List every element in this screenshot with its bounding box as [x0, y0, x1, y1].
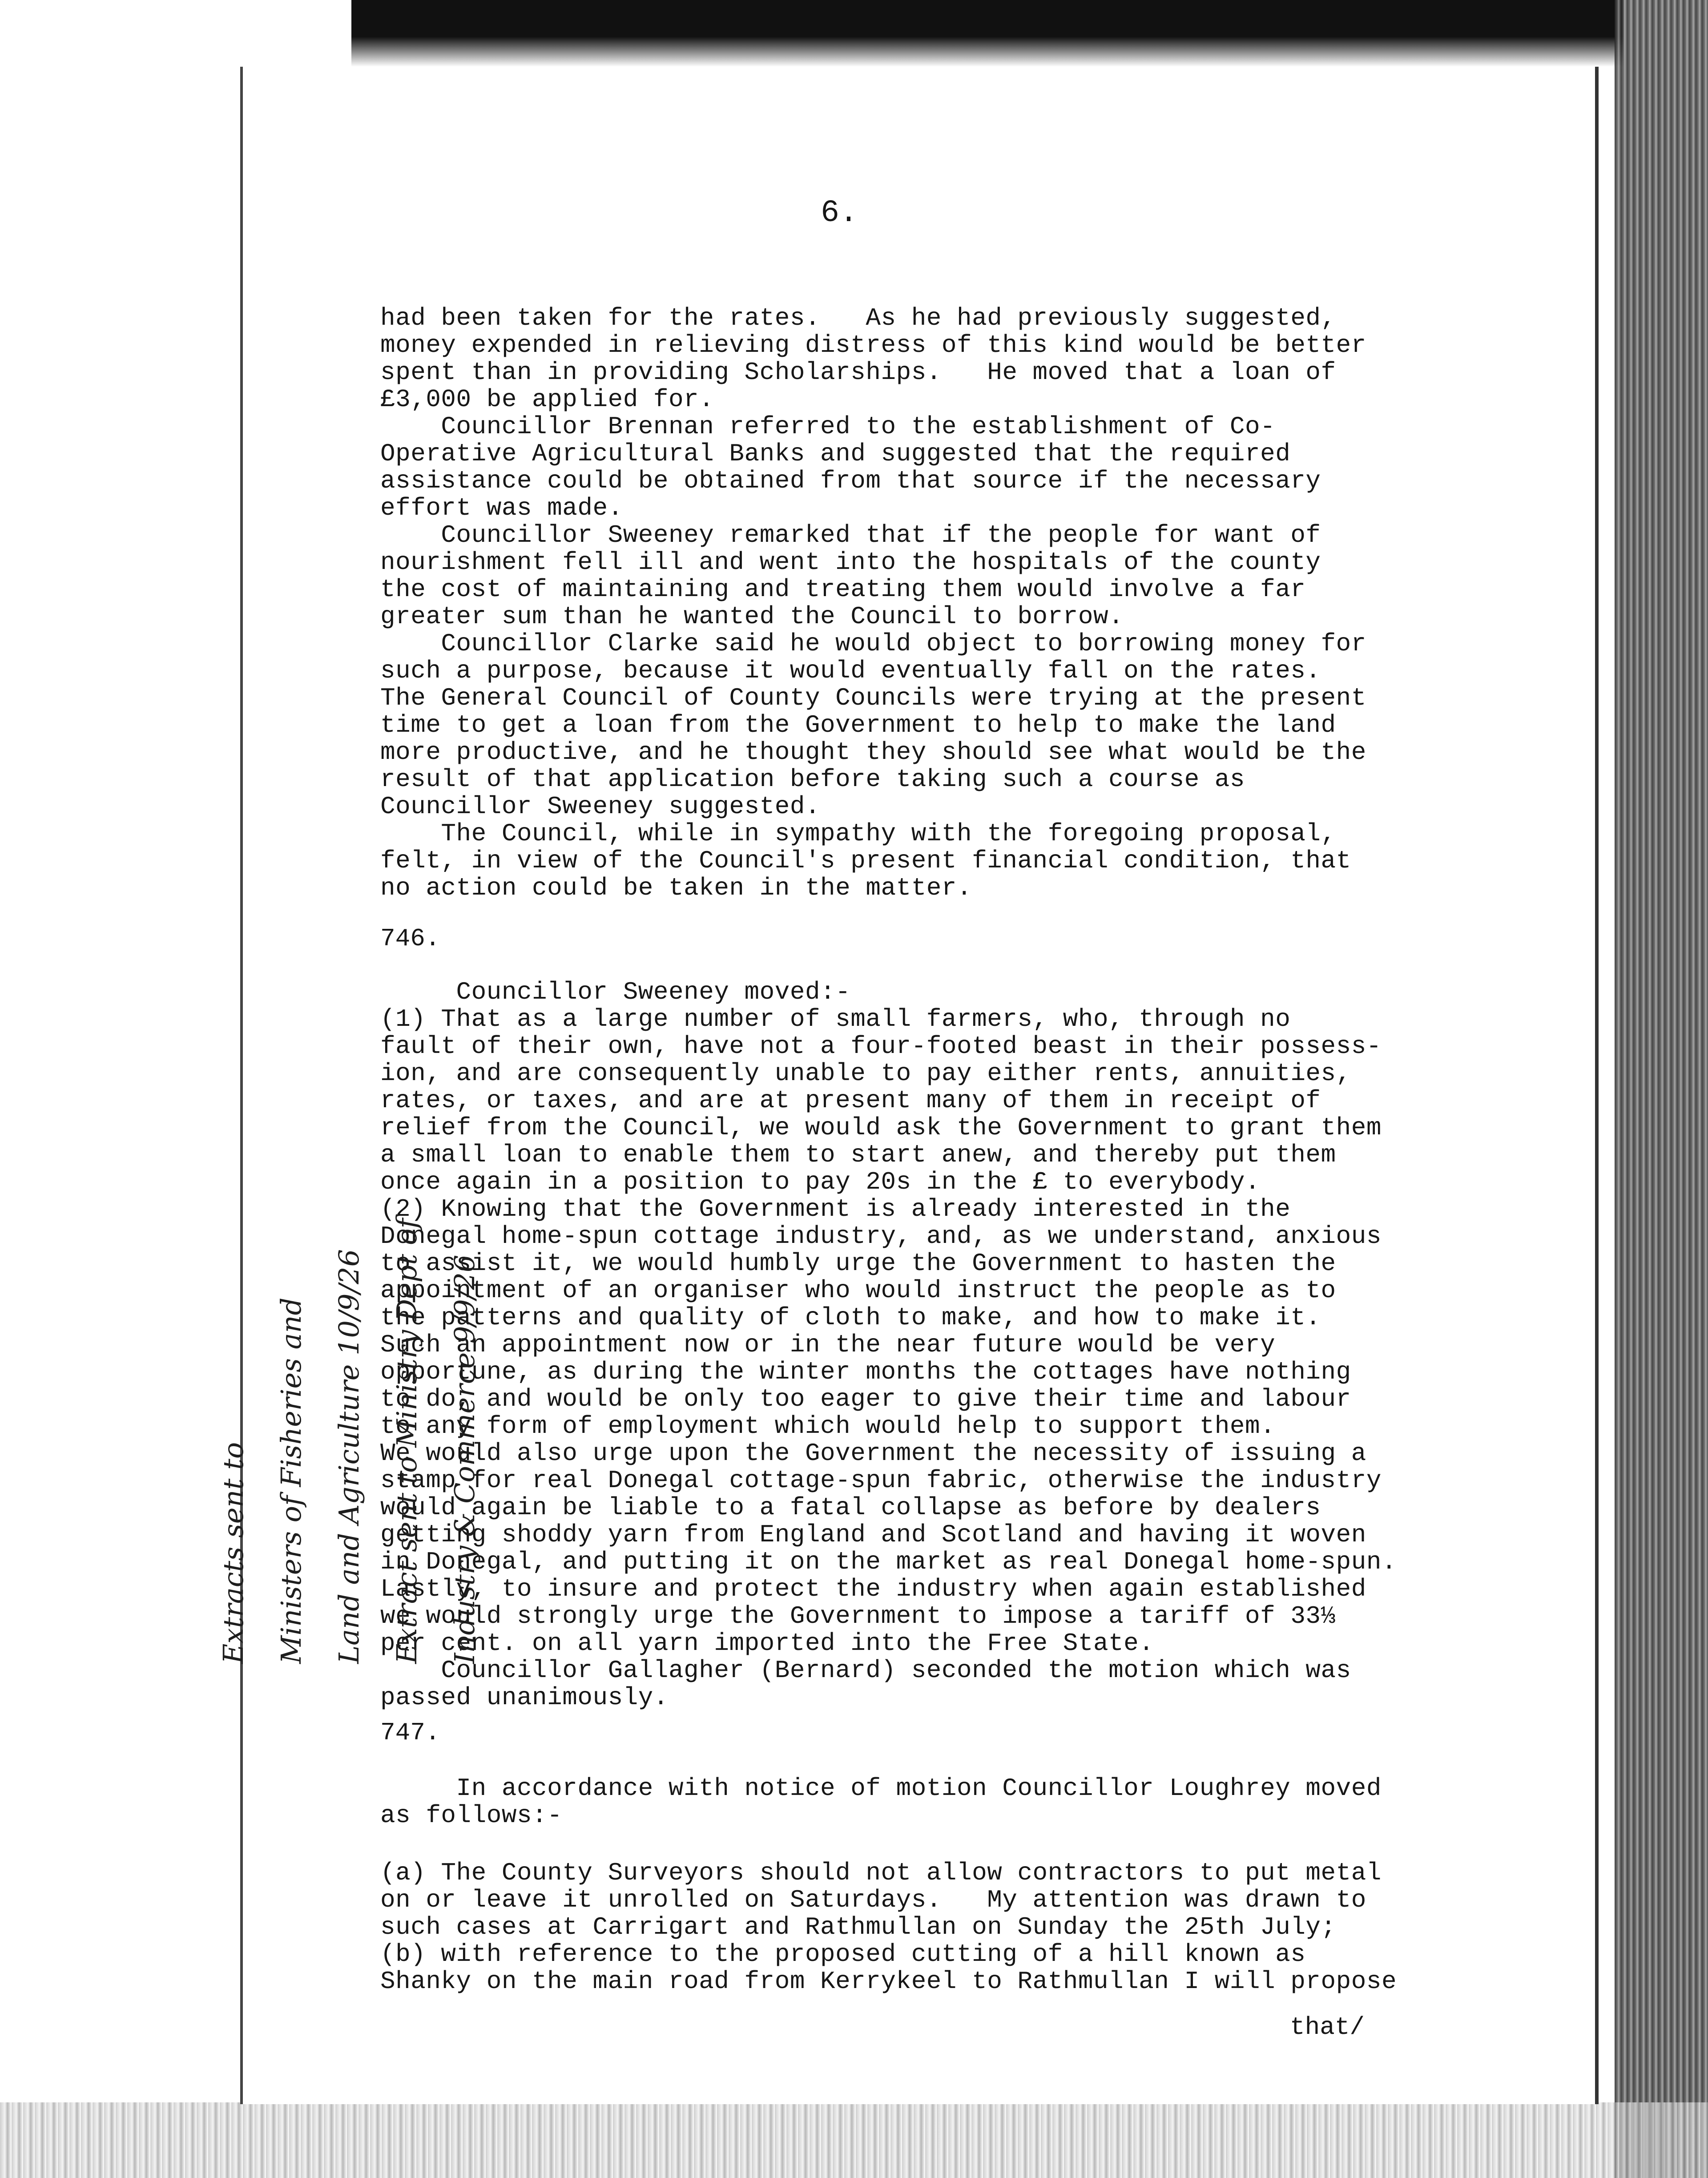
scan-edge-top [351, 0, 1623, 67]
continuation-word: that/ [1290, 2013, 1365, 2041]
paragraph-motion-747-points: (a) The County Surveyors should not allow contractors to put metal on or leave it unrolled on Saturdays. My attention was drawn to such cases at Carrigart and Rathmullan on Sunday the 25th July; (b) with reference to the proposed cutting of a hill known as Shanky on the main road from Kerrykeel to Rathmullan I will propose [380, 1859, 1397, 1996]
paragraph-motion-746: Councillor Sweeney moved:- (1) That as a large number of small farmers, who, through no fault of their own, have not a four-footed beast in their possess- ion, and are consequently unable to pay either rents, annuities, rates, or taxes, and are at present many of them in receipt of relief from the Council, we would ask the Government to grant them a small loan to enable them to start anew, and thereby put them once again in a position to pay 20s in the £ to everybody. (2) Knowing that the Government is already interested in the Donegal home-spun cottage industry, and, as we understand, anxious to assist it, we would humbly urge the Government to hasten the appointment of an organiser who would instruct the people as to the patterns and quality of cloth to make, and how to make it. Such an appointment now or in the near future would be very opportune, as during the winter months the cottages have nothing to do, and would be only too eager to give their time and labour to any form of employment which would help to support them. We would also urge upon the Government the necessity of issuing a stamp for real Donegal cottage-spun fabric, otherwise the industry would again be liable to a fatal collapse as before by dealers getting shoddy yarn from England and Scotland and having it woven in Donegal, and putting it on the market as real Donegal home-spun. Lastly, to insure and protect the industry when again established we would strongly urge the Government to impose a tariff of 33⅓ per cent. on all yarn imported into the Free State. Councillor Gallagher (Bernard) seconded the motion which was passed unanimously. [380, 978, 1397, 1712]
item-number-747: 747. [380, 1718, 440, 1747]
paragraph-motion-747-intro: In accordance with notice of motion Councillor Loughrey moved as follows:- [380, 1774, 1382, 1830]
scan-edge-right [1615, 0, 1708, 2178]
item-number-746: 746. [380, 924, 440, 953]
page-number: 6. [821, 196, 858, 231]
scan-edge-bottom [0, 2102, 1708, 2178]
handwritten-margin-note: Extracts sent to Ministers of Fisheries and Land and Agriculture 10/9/26 Extract sent to Ministry Dept of Industry & Commerce 9/9/26 [217, 1218, 481, 1664]
paragraph-loan-discussion: had been taken for the rates. As he had previously suggested, money expended in relieving distress of this kind would be better spent than in providing Scholarships. He moved that a loan of £3,000 be applied for. Councillor Brennan referred to the establishment of Co- Operative Agricultural Banks and suggested that the required assistance could be obtained from that source if the necessary effort was made. Councillor Sweeney remarked that if the people for want of nourishment fell ill and went into the hospitals of the county the cost of maintaining and treating them would involve a far greater sum than he wanted the Council to borrow. Councillor Clarke said he would object to borrowing money for such a purpose, because it would eventually fall on the rates. The General Council of County Councils were trying at the present time to get a loan from the Government to help to make the land more productive, and he thought they should see what would be the result of that application before taking such a course as Councillor Sweeney suggested. The Council, while in sympathy with the foregoing proposal, felt, in view of the Council's present financial condition, that no action could be taken in the matter. [380, 304, 1366, 902]
